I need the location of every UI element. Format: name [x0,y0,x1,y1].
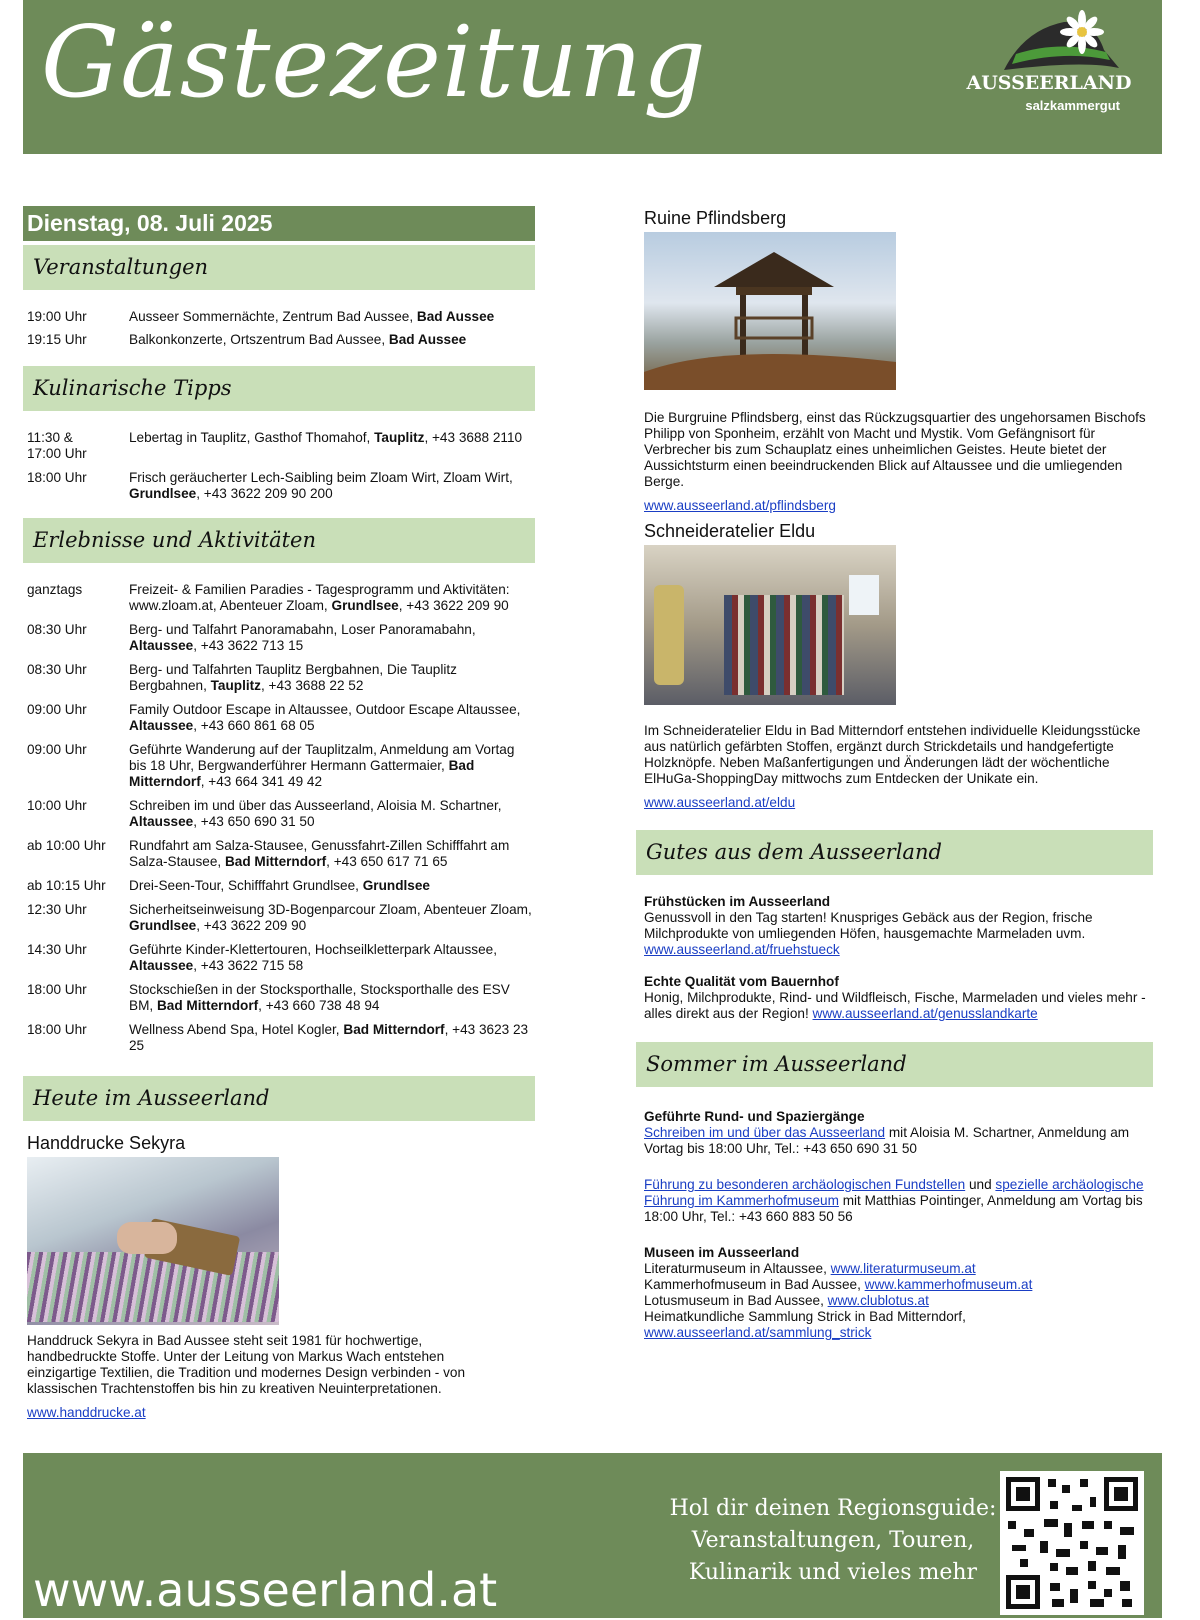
event-contact: , +43 3622 715 58 [193,958,304,973]
event-description [129,982,535,1014]
section-heading-heute: Heute im Ausseerland [23,1076,535,1121]
event-place: Tauplitz [374,430,425,445]
ruine-photo [644,232,896,390]
event-place: Grundlsee [129,486,197,501]
event-time: 09:00 Uhr [27,702,87,717]
literaturmuseum-link[interactable]: www.literaturmuseum.at [830,1261,976,1276]
event-place: Grundlsee [129,918,197,933]
event-row [23,309,535,325]
event-time: 19:15 Uhr [27,332,87,347]
event-time: 12:30 Uhr [27,902,87,917]
eldu-link[interactable]: www.ausseerland.at/eldu [644,795,796,810]
event-time: 08:30 Uhr [27,622,87,637]
event-row [23,622,535,654]
right-column [640,206,1153,1341]
event-text: Geführte Kinder-Klettertouren, Hochseilkletterpark Altaussee, [129,942,497,957]
event-time: 10:00 Uhr [27,798,87,813]
guide-line-3: Kulinarik und vieles mehr [688,1560,978,1585]
event-time: ganztags [27,582,83,597]
event-time: 18:00 Uhr [27,470,87,485]
ruine-title: Ruine Pflindsberg [644,208,787,228]
event-row [23,332,535,348]
ruine-text: Die Burgruine Pflindsberg, einst das Rückzugsquartier des ungehorsamen Bischofs Philipp von Sponheim, erzählt von Macht und Mystik. Vom Gefängnisort für Verbrecher bis zum Schauplatz eines unheimlichen Geistes. Heute bietet der Aussichtsturm einen beeindruckenden Blick auf Altaussee und die umliegenden Berge. [644,410,1146,489]
sommer-guided-text1: mit Aloisia M. Schartner, Anmeldung am Vortag bis 18:00 Uhr, Tel.: +43 650 690 31 50 [644,1125,1130,1156]
event-list-erlebnisse [23,582,535,1054]
event-place: Bad Aussee [416,309,495,324]
section-heading-gutes: Gutes aus dem Ausseerland [636,830,1153,875]
gutes-item1-title: Frühstücken im Ausseerland [644,894,831,909]
masthead [23,0,1162,154]
event-contact: , +43 3622 209 90 [398,598,509,613]
heute-title: Handdrucke Sekyra [27,1133,186,1153]
event-time: 14:30 Uhr [27,942,87,957]
event-contact: , +43 664 341 49 42 [200,774,323,789]
gutes-item2-title: Echte Qualität vom Bauernhof [644,974,839,989]
event-row [23,1022,535,1054]
event-time: 09:00 Uhr [27,742,87,757]
section-heading-sommer: Sommer im Ausseerland [636,1042,1153,1087]
genusslandkarte-link[interactable]: www.ausseerland.at/genusslandkarte [812,1006,1038,1021]
museum-2-text: Kammerhofmuseum in Bad Aussee, [644,1277,865,1292]
event-contact: , +43 3688 2110 [424,430,523,445]
section-heading-erlebnisse: Erlebnisse und Aktivitäten [23,518,535,563]
event-time: ab 10:15 Uhr [27,878,106,893]
event-place: Bad Aussee [388,332,467,347]
event-description [129,470,535,502]
date-heading: Dienstag, 08. Juli 2025 [23,206,535,241]
eldu-title: Schneideratelier Eldu [644,521,816,541]
event-place: Bad Mitterndorf [129,758,475,789]
event-row [23,430,535,462]
event-time: 08:30 Uhr [27,662,87,677]
event-row [23,470,535,502]
kammerhof-fuehrung-link[interactable]: spezielle archäologische Führung im Kammerhofmuseum [644,1177,1144,1208]
museen-title: Museen im Ausseerland [644,1245,800,1260]
kammerhofmuseum-link[interactable]: www.kammerhofmuseum.at [864,1277,1033,1292]
event-description [129,430,535,462]
event-description [129,622,535,654]
event-contact: , +43 650 617 71 65 [326,854,448,869]
heute-text: Handdruck Sekyra in Bad Aussee steht seit 1981 für hochwertige, handbedruckte Stoffe. Unter der Leitung von Markus Wach entstehen einzigartige Textilien, die Tradition und modernes Design verbinden - von klassischen Trachtenstoffen bis hin zu kreativen Neuinterpretationen. [27,1333,466,1396]
event-text: Drei-Seen-Tour, Schifffahrt Grundlsee, [129,878,363,893]
event-time: 19:00 Uhr [27,309,87,324]
event-text: Schreiben im und über das Ausseerland, Aloisia M. Schartner, [129,798,502,813]
event-description [129,582,535,614]
event-row [23,582,535,614]
event-description [129,332,535,348]
event-text: Geführte Wanderung auf der Tauplitzalm, Anmeldung am Vortag bis 18 Uhr, Bergwanderführer Hermann Gattermaier, [129,742,515,773]
fruehstueck-link[interactable]: www.ausseerland.at/fruehstueck [644,942,840,957]
event-description [129,878,535,894]
regionsguide-text [643,1493,1023,1589]
sommer-guided-text2: mit Matthias Pointinger, Anmeldung am Vortag bis 18:00 Uhr, Tel.: +43 660 883 50 56 [644,1193,1143,1224]
museum-1-text: Literaturmuseum in Altaussee, [644,1261,831,1276]
footer-website[interactable]: www.ausseerland.at [33,1563,498,1617]
event-contact: , +43 3622 209 90 [196,918,307,933]
event-row [23,742,535,790]
event-description [129,309,535,325]
event-description [129,662,535,694]
event-place: Altaussee [129,718,194,733]
sammlung-strick-link[interactable]: www.ausseerland.at/sammlung_strick [644,1325,872,1340]
newspaper-title: Gästezeitung [41,6,707,120]
gutes-item1-text: Genussvoll in den Tag starten! Knuspriges Gebäck aus der Region, frische Milchprodukte von umliegenden Höfen, hausgemachte Marmeladen uvm. [644,910,1093,941]
event-text: Wellness Abend Spa, Hotel Kogler, [129,1022,344,1037]
event-time: ab 10:00 Uhr [27,838,106,853]
event-place: Altaussee [129,958,194,973]
event-text: Balkonkonzerte, Ortszentrum Bad Aussee, [129,332,389,347]
qr-code[interactable] [1000,1471,1144,1615]
handdrucke-photo [27,1157,279,1325]
event-list-kulinarisch [23,430,535,502]
event-text: Berg- und Talfahrten Tauplitz Bergbahnen, Die Tauplitz Bergbahnen, [129,662,457,693]
event-place: Altaussee [129,638,194,653]
pflindsberg-link[interactable]: www.ausseerland.at/pflindsberg [644,498,836,513]
event-row [23,798,535,830]
event-contact: , +43 3623 23 25 [129,1022,529,1053]
fundstellen-link[interactable]: Führung zu besonderen archäologischen Fundstellen [644,1177,966,1192]
left-column [23,206,535,1421]
event-time: 11:30 & 17:00 Uhr [27,430,87,461]
event-row [23,942,535,974]
event-place: Bad Mitterndorf [156,998,259,1013]
event-description [129,902,535,934]
guide-line-2: Veranstaltungen, Touren, [691,1528,975,1553]
event-place: Bad Mitterndorf [343,1022,445,1037]
event-description [129,1022,535,1054]
section-heading-kulinarisch: Kulinarische Tipps [23,366,535,411]
event-description [129,798,535,830]
eldu-photo [644,545,896,705]
event-description [129,742,535,790]
museum-3-text: Lotusmuseum in Bad Aussee, [644,1293,828,1308]
schreiben-link[interactable]: Schreiben im und über das Ausseerland [644,1125,886,1140]
event-time: 18:00 Uhr [27,1022,87,1037]
event-row [23,902,535,934]
event-row [23,702,535,734]
event-row [23,662,535,694]
ausseerland-logo[interactable] [964,10,1134,120]
event-time: 18:00 Uhr [27,982,87,997]
museum-4-text: Heimatkundliche Sammlung Strick in Bad Mitterndorf, [644,1309,966,1324]
footer-banner [23,1453,1162,1618]
event-contact: , +43 3622 713 15 [193,638,304,653]
eldu-text: Im Schneideratelier Eldu in Bad Mitterndorf entstehen individuelle Kleidungsstücke aus natürlich gefärbten Stoffen, ergänzt durch Strickdetails und handgefertigte Holzknöpfe. Neben Maßanfertigungen und Änderungen lädt der wöchentliche ElHuGa-ShoppingDay mittwochs zum Entdecken der Unikate ein. [644,723,1141,786]
event-contact: , +43 660 861 68 05 [193,718,315,733]
event-contact: , +43 3688 22 52 [260,678,364,693]
logo-wordmark: AUSSEERLAND [966,72,1132,94]
event-row [23,878,535,894]
event-text: Lebertag in Tauplitz, Gasthof Thomahof, [129,430,375,445]
event-place: Altaussee [129,814,194,829]
sommer-guided-mid: und [965,1177,996,1192]
event-contact: , +43 3622 209 90 200 [196,486,333,501]
qr-code-icon [1000,1471,1144,1615]
event-contact: , +43 660 738 48 94 [258,998,380,1013]
event-list-veranstaltungen [23,309,535,348]
event-text: Family Outdoor Escape in Altaussee, Outdoor Escape Altaussee, [129,702,521,717]
hat-icon [964,10,1134,80]
section-heading-veranstaltungen: Veranstaltungen [23,245,535,290]
sommer-guided-title: Geführte Rund- und Spaziergänge [644,1109,865,1124]
guide-line-1: Hol dir deinen Regionsguide: [669,1496,997,1521]
event-row [23,982,535,1014]
event-description [129,702,535,734]
event-text: Berg- und Talfahrt Panoramabahn, Loser Panoramabahn, [129,622,476,637]
event-text: Rundfahrt am Salza-Stausee, Genussfahrt-Zillen Schifffahrt am Salza-Stausee, [129,838,510,869]
event-description [129,838,535,870]
event-text: Stockschießen in der Stocksporthalle, Stocksporthalle des ESV BM, [129,982,510,1013]
event-text: Sicherheitseinweisung 3D-Bogenparcour Zloam, Abenteuer Zloam, [129,902,532,917]
event-text: Ausseer Sommernächte, Zentrum Bad Aussee, [129,309,417,324]
event-place: Grundlsee [331,598,399,613]
event-description [129,942,535,974]
event-place: Grundlsee [362,878,430,893]
gutes-item2-text: Honig, Milchprodukte, Rind- und Wildfleisch, Fische, Marmeladen und vieles mehr - alles direkt aus der Region! [644,990,1146,1021]
event-text: Frisch geräucherter Lech-Saibling beim Zloam Wirt, Zloam Wirt, [129,470,513,485]
tower-icon [644,232,896,390]
event-place: Tauplitz [210,678,261,693]
clublotus-link[interactable]: www.clublotus.at [827,1293,929,1308]
event-contact: , +43 650 690 31 50 [193,814,315,829]
event-text: Freizeit- & Familien Paradies - Tagesprogramm und Aktivitäten: www.zloam.at, Abenteuer Zloam, [129,582,510,613]
logo-subtitle: salzkammergut [1025,98,1120,113]
event-row [23,838,535,870]
event-place: Bad Mitterndorf [224,854,327,869]
handdrucke-link[interactable]: www.handdrucke.at [27,1405,146,1420]
